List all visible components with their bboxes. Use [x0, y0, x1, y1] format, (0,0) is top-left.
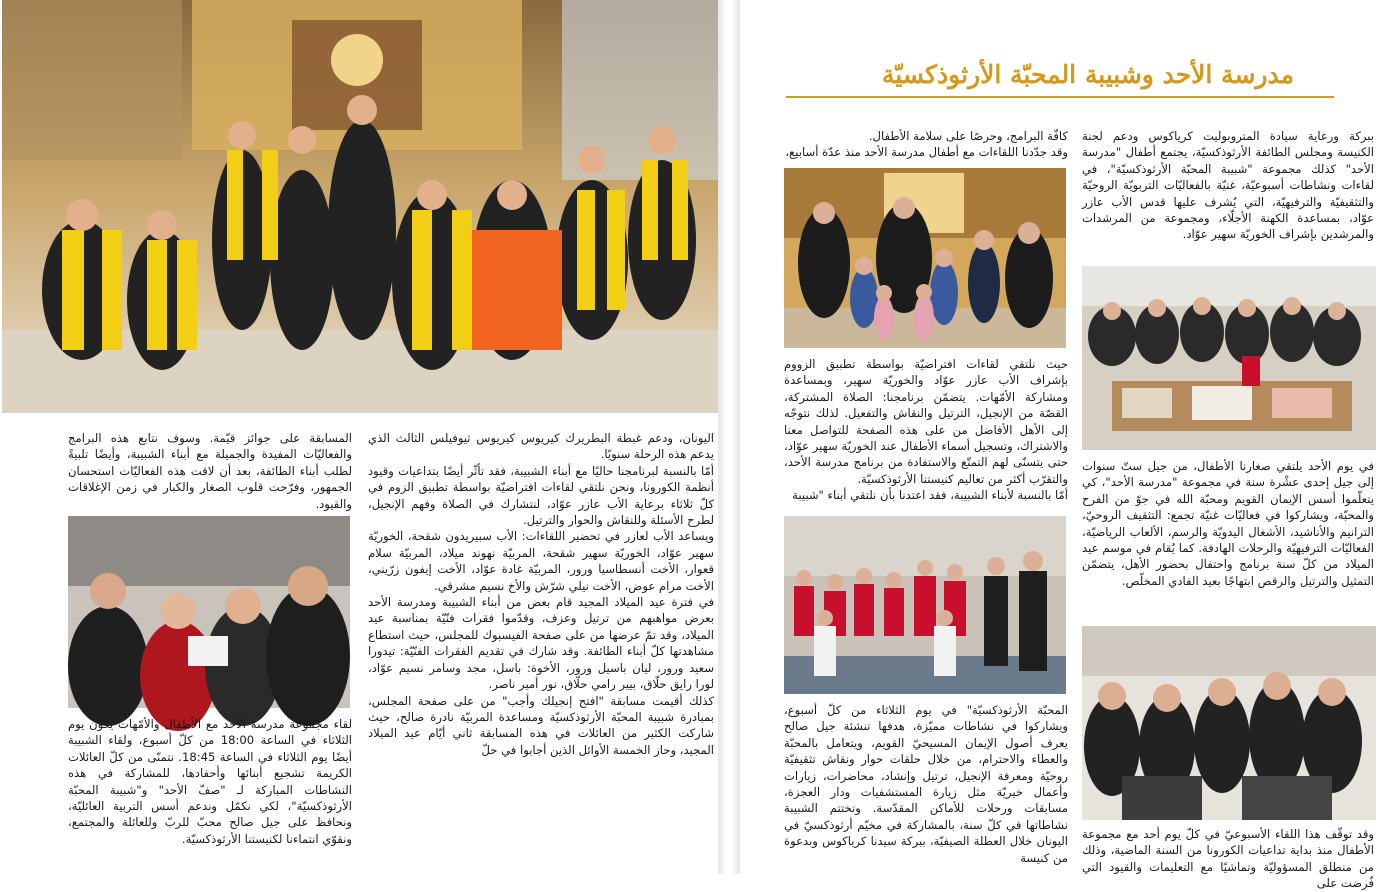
- right-col-l-para-5: المحبّة الأرثوذكسيّة" في يوم الثلاثاء من كلّ أسبوع، ويشاركوا في نشاطات مميّزة، هدفها تنشئة جيل صالح يعرف أصول الإيمان المسيحيّ القويم، ويتعامل بالمحبّة والعطاء والاحترام، من خلال حلقات حوار ونقاش تثقيفيّة روحيّة ومعرفة الإنجيل، ترتيل وإنشاد، محاضرات، زيارات وأعمال خيريّة مثل زيارة المستشفيات ودار العجزة، مسابقات ورحلات للأماكن المقدّسة. وتختتم الشبيبة نشاطاتها في كلّ سنة، بالمشاركة في مخيّم أرثوذكسيّ في اليونان خلال العطلة الصيفيّة، ببركة سيدنا كرياكوس وبدعوة من كنيسة: [784, 703, 1068, 865]
- children-with-bishop-graphic: [784, 168, 1066, 348]
- elderly-gathering-graphic: [1082, 266, 1376, 450]
- left-col-a-para-3: ويساعد الأب لعازر في تحضير اللقاءات: الأب سبيريدون شقحة، الخوريّة سهير عوّاد، الخوريّة سهير شقحة، المربيّة نهوند ميلاد، المربيّة سلام قعوار، الأخت أنسطاسيا ورور، المربيّة غادة عوّاد، الأخت إيفون زرّيني، الأخت مرام عوض، الأخت نيلي شرّش والأخ نسيم مشرقي.: [368, 529, 714, 593]
- elderly-gathering: [1082, 266, 1376, 450]
- children-with-bishop: [784, 168, 1066, 348]
- christmas-choir: [784, 516, 1066, 694]
- right-page-column-left-bottom: [784, 702, 1068, 870]
- left-col-a-para-5: كذلك أقيمت مسابقة "افتح إنجيلك وأجب" من على صفحة المجلس، بمبادرة شبيبة المحبّة الأرثوذكسيّة ومساعدة المربيّة نادرة صالح، حيث شاركت الكثير من العائلات في هذه المسابقة ثاني أيّام عيد الميلاد المجيد، وحاز الخمسة الأوائل الذين أجابوا في حلّ: [368, 693, 714, 757]
- right-page-column-right-top: [1082, 128, 1374, 258]
- right-page-column-left-top: [784, 128, 1068, 164]
- right-col-l-para-1: كافّة البرامج، وحرصًا على سلامة الأطفال.: [868, 129, 1068, 143]
- left-col-a-para-2: أمّا بالنسبة لبرنامجنا حاليًا مع أبناء الشبيبة، فقد تأثّر أيضًا بتداعيات وقيود أنظمة الكورونا، ونحن نلتقي لقاءات افتراضيّة بواسطة تطبيق الزوم في كلّ ثلاثاء برعاية الأب عازر عوّاد، لنتشارك في الصلاة وفهم الإنجيل، لطرح الأسئلة وللنقاش والحوار والترتيل.: [368, 463, 714, 528]
- right-col-l-para-4: أمّا بالنسبة لأبناء الشبيبة، فقد اعتدنا بأن نلتقي أبناء "شبيبة: [792, 488, 1068, 503]
- right-page: [740, 0, 1378, 891]
- right-col-r-para-2: في يوم الأحد يلتقي صغارنا الأطفال، من جيل ستّ سنوات إلى جيل إحدى عشْرة سنة في مجموعة "مدرسة الأحد"، كي يتعلّموا أسس الإيمان القويم ومحبّة الله في جوّ من الفرح والمحبّة، ويشاركوا في فعاليّات غنيّة تجمع: التثقيف الروحيّ، الترانيم والأناشيد، الأشغال اليدويّة والرسم، الألعاب الرياضيّة، الفعاليّات الترفيهيّة والرحلات الهادفة. كما يُقام في موسم عيد الميلاد من كلّ سنة برنامج واحتفال بحضور الأهل، يتضمّن التمثيل والترتيل والرقص ابتهاجًا بعيد الفادي المخلّص.: [1082, 459, 1374, 588]
- right-page-column-left-mid: [784, 356, 1068, 508]
- left-page-column-a: [368, 430, 714, 870]
- youth-singing: [68, 516, 350, 708]
- youth-singing-graphic: [68, 516, 350, 708]
- page-gutter: [718, 0, 740, 874]
- left-col-a-para-4: في فترة عيد الميلاد المجيد قام بعض من أبناء الشبيبة ومدرسة الأحد بعرض مواهبهم من ترتيل وعزف، وقدّموا فقرات فنّيّة بمناسبة عيد الميلاد، وقد تمّ عرضها من على صفحة الفيسبوك للمجلس، حيث استطاع مشاهدتها كلّ أبناء الطائفة. وقد شارك في تقديم الفقرات الفنّيّة: تيدورا سعيد ورور، ليان باسيل ورور، الأخوة: باسل، مجد وسامر نسيم عوّاد، لورا رايق حلّاق، بيير رامي حلّاق، نور أمير ناصر.: [368, 595, 714, 692]
- right-page-column-right-mid: [1082, 458, 1374, 616]
- left-col-b-para-1: المسابقة على جوائز قيّمة. وسوف نتابع هذه البرامج والفعاليّات المفيدة والجميلة مع أبناء الشبيبة، وأيضًا تلبيةً لطلب أبناء الطائفة، بعد أن لاقت هذه الفعاليّات استحسان الجمهور، وفرّحت قلوب الصغار والكبار في زمن الإغلاقات والقيود.: [68, 431, 352, 511]
- right-col-r-para-1: ببركة ورعاية سيادة المتروبوليت كرياكوس ودعم لجنة الكنيسة ومجلس الطائفة الأرثوذكسيّة، يجتمع أطفال "مدرسة الأحد" كذلك مجموعة "شبيبة المحبّة الأرثوذكسيّة"، في لقاءات ونشاطات أسبوعيّة، غنيّة بالفعاليّات التربويّة الروحيّة والتثقيفيّة والترفيهيّة، التي يُشرف عليها قدس الأب عازر عوّاد، بمساعدة الكهنة الأجلّاء، ومجموعة من المرشدات والمرشدين بإشراف الخوريّة سهير عوّاد.: [1082, 129, 1374, 242]
- right-col-r-para-3: وقد توقّف هذا اللقاء الأسبوعيّ في كلّ يوم أحد مع مجموعة الأطفال منذ بداية تداعيات الكورونا من السنة الماضية، وذلك من منطلق المسؤوليّة وتماشيًا مع التعليمات والقيود التي فُرضت على: [1082, 827, 1374, 891]
- right-col-l-para-2: وقد جدّدنا اللقاءات مع أطفال مدرسة الأحد منذ عدّة أسابيع،: [785, 145, 1068, 160]
- group-photo-church: [2, 0, 718, 413]
- christmas-choir-graphic: [784, 516, 1066, 694]
- left-page-column-b-top: [68, 430, 352, 510]
- group-photo-church-graphic: [2, 0, 718, 413]
- left-col-b-para-2: لقاء مجموعة مدرسة الأحد مع الأطفال والأمّهات يكون يوم الثلاثاء في الساعة 18:00 من كلّ أسبوع، ولقاء الشبيبة أيضًا يوم الثلاثاء في الساعة 18:45. نتمنّى من كلّ العائلات الكريمة تشجيع أبنائها وأحفادها، للمشاركة في هذه النشاطات المباركة لـ "صفّ الأحد" و"شبيبة المحبّة الأرثوذكسيّة"، لكي نكمّل وندعم أسس التربية العائليّة، ونحافظ على جيل صالح محبّ للربّ وللعائلة والمجتمع، ونقوّي انتماءنا لكنيستنا الأرثوذكسيّة.: [68, 717, 352, 846]
- right-col-l-para-3: حيث نلتقي لقاءات افتراضيّة بواسطة تطبيق الزووم بإشراف الأب عازر عوّاد والخوريّة سهير، وبمساعدة ومشاركة الأمّهات. يتضمّن برنامجنا: الصلاة المشتركة، القصّة من الإنجيل، الترتيل والنقاش والتفعيل. لذلك نتوجّه إلى الأهل الأفاضل من على هذه الصفحة للتواصل معنا والاشتراك، وتسجيل أسماء الأطفال عند الخوريّة سهير عوّاد، حتى يتسنّى لهم التمتّع والاستفادة من برنامج مدرسة الأحد، والتقرّب أكثر من تعاليم كنيستنا الأرثوذكسيّة.: [784, 357, 1068, 486]
- zoom-families: [1082, 626, 1376, 820]
- article-title: مدرسة الأحد وشبيبة المحبّة الأرثوذكسيّة: [881, 60, 1294, 89]
- title-rule: [786, 96, 1334, 98]
- left-col-a-para-1: اليونان، ودعم غبطة البطريرك كيريوس كيريوس ثيوفيلس الثالث الذي يدعم هذه الرحلة سنويًا.: [368, 431, 714, 462]
- zoom-families-graphic: [1082, 626, 1376, 820]
- right-page-column-right-bottom: [1082, 826, 1374, 891]
- left-page-column-b-bottom: [68, 716, 352, 870]
